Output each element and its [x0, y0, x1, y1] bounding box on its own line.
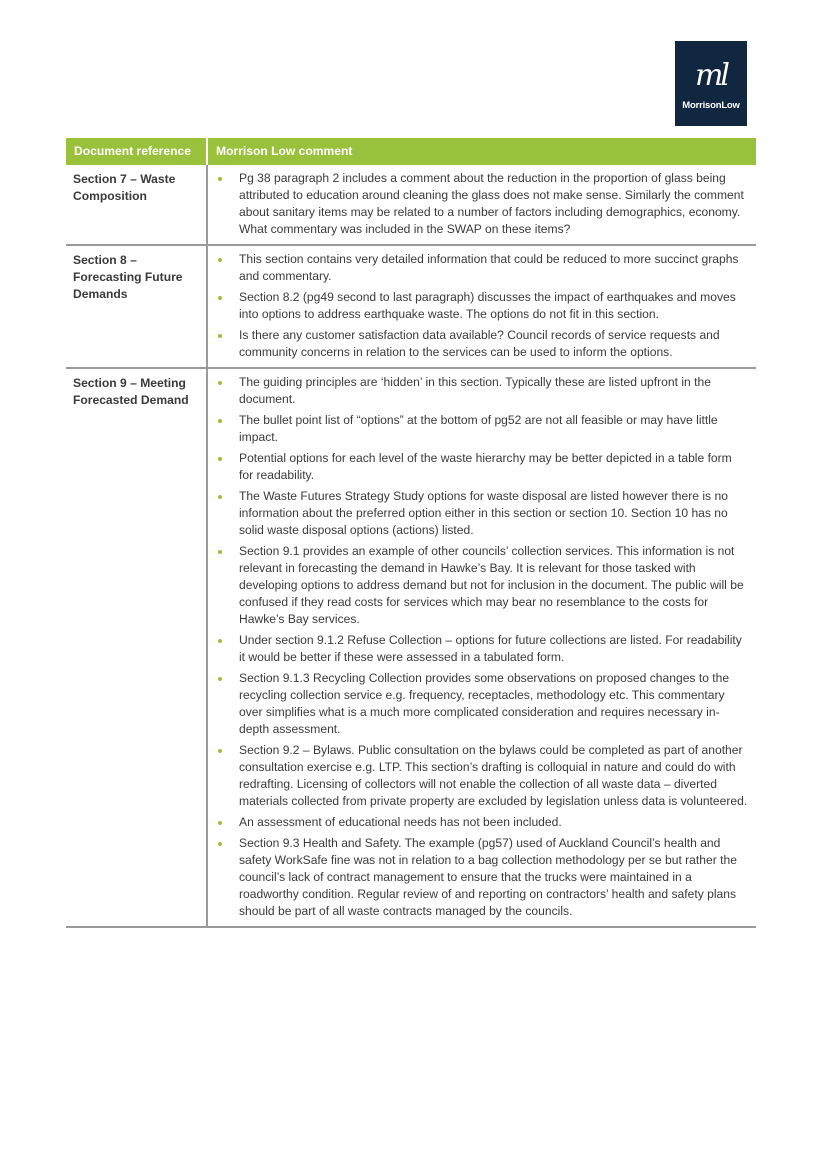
comment-bullet-item: Pg 38 paragraph 2 includes a comment about the reduction in the proportion of glass being attributed to education around cleaning the glass does not make sense. Similarly the comment about sanitary items may be related to a number of factors including demographics, economy. What commentary was included in the SWAP on these items? [218, 170, 748, 238]
table-body [66, 165, 756, 927]
document-reference-cell: Section 8 – Forecasting Future Demands [66, 245, 207, 368]
comment-bullet-item: Under section 9.1.2 Refuse Collection – options for future collections are listed. For readability it would be better if these were assessed in a tabulated form. [218, 632, 748, 666]
table-row [66, 368, 756, 927]
comment-bullet-item: Section 8.2 (pg49 second to last paragraph) discusses the impact of earthquakes and moves into options to address earthquake waste. The options do not fit in this section. [218, 289, 748, 323]
comment-bullet-item: The Waste Futures Strategy Study options for waste disposal are listed however there is no information about the preferred option either in this section or section 10. Section 10 has no solid waste disposal options (actions) listed. [218, 488, 748, 539]
comment-bullet-item: Section 9.1.3 Recycling Collection provides some observations on proposed changes to the recycling collection service e.g. frequency, receptacles, methodology etc. This commentary over simplifies what is a much more complicated consideration and requires necessary in-depth assessment. [218, 670, 748, 738]
morrison-low-logo [675, 41, 747, 126]
table-row [66, 165, 756, 245]
table-header-row [66, 138, 756, 165]
comment-cell [207, 245, 756, 368]
logo-mark: ml [694, 58, 728, 93]
table-row [66, 245, 756, 368]
comment-cell [207, 368, 756, 927]
document-reference-cell: Section 7 – Waste Composition [66, 165, 207, 245]
comment-bullet-item: Section 9.3 Health and Safety. The example (pg57) used of Auckland Council’s health and safety WorkSafe fine was not in relation to a bag collection methodology per se but rather the council’s lack of contract management to ensure that the trucks were maintained in a roadworthy condition. Regular review of and reporting on contractors’ health and safety plans should be part of all waste contracts managed by the councils. [218, 835, 748, 920]
comment-bullet-item: Section 9.1 provides an example of other councils’ collection services. This information is not relevant in forecasting the demand in Hawke’s Bay. It is relevant for those tasked with developing options to address demand but not for inclusion in the document. The public will be confused if they read costs for services which may bear no resemblance to the costs for Hawke’s Bay services. [218, 543, 748, 628]
comment-cell [207, 165, 756, 245]
comment-list [218, 170, 748, 238]
comment-bullet-item: An assessment of educational needs has not been included. [218, 814, 748, 831]
comment-bullet-item: The bullet point list of “options” at the bottom of pg52 are not all feasible or may have little impact. [218, 412, 748, 446]
logo-wordmark: MorrisonLow [682, 100, 740, 111]
comment-bullet-item: Section 9.2 – Bylaws. Public consultation on the bylaws could be completed as part of another consultation exercise e.g. LTP. This section’s drafting is colloquial in nature and could do with redrafting. Licensing of collectors will not enable the collection of all waste data – diverted materials collected from private property are excluded by legislation unless data is volunteered. [218, 742, 748, 810]
document-reference-cell: Section 9 – Meeting Forecasted Demand [66, 368, 207, 927]
comment-list [218, 374, 748, 920]
header-document-reference: Document reference [66, 138, 207, 165]
comments-table [66, 138, 756, 928]
comment-list [218, 251, 748, 361]
header-morrison-low-comment: Morrison Low comment [207, 138, 756, 165]
comment-bullet-item: The guiding principles are ‘hidden’ in this section. Typically these are listed upfront in the document. [218, 374, 748, 408]
comment-bullet-item: This section contains very detailed information that could be reduced to more succinct graphs and commentary. [218, 251, 748, 285]
comment-bullet-item: Potential options for each level of the waste hierarchy may be better depicted in a table form for readability. [218, 450, 748, 484]
comment-bullet-item: Is there any customer satisfaction data available? Council records of service requests and community concerns in relation to the services can be used to inform the options. [218, 327, 748, 361]
